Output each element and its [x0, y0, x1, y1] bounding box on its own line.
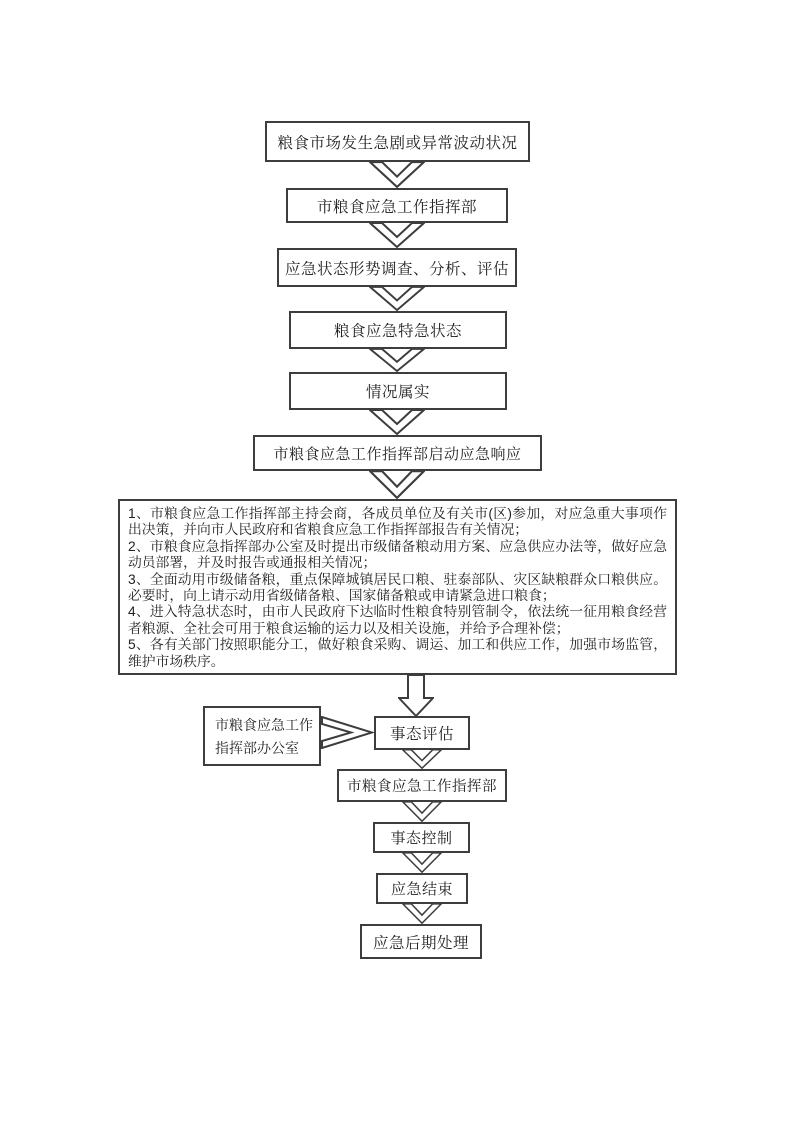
down-chevron-arrow-icon [369, 286, 425, 311]
flow-node-office [203, 706, 321, 766]
flow-node-assessment: 应急状态形势调查、分析、评估 [277, 248, 517, 287]
measure-item-2: 2、市粮食应急指挥部办公室及时提出市级储备粮动用方案、应急供应办法等，做好应急动员部署，并及时报告或通报相关情况； [128, 538, 667, 571]
flow-node-post-processing: 应急后期处理 [360, 924, 482, 959]
measure-item-1: 1、市粮食应急工作指挥部主持会商，各成员单位及有关市(区)参加，对应急重大事项作出决策，并向市人民政府和省粮食应急工作指挥部报告有关情况； [128, 506, 667, 538]
office-label-line1: 市粮食应急工作 [215, 717, 313, 733]
down-chevron-arrow-icon [402, 903, 442, 924]
office-label-line2: 指挥部办公室 [215, 740, 299, 756]
down-chevron-arrow-icon [402, 852, 442, 873]
flow-node-confirmed: 情况属实 [289, 372, 507, 410]
measure-item-3: 3、全面动用市级储备粮，重点保障城镇居民口粮、驻泰部队、灾区缺粮群众口粮供应。必要时，向上请示动用省级储备粮、国家储备粮或申请紧急进口粮食； [128, 571, 667, 604]
response-measures-box [118, 499, 677, 675]
measure-item-4: 4、进入特急状态时，由市人民政府下达临时性粮食特别管制令，依法统一征用粮食经营者粮源、全社会可用于粮食运输的运力以及相关设施，并给予合理补偿； [128, 604, 667, 636]
flow-node-control: 事态控制 [373, 822, 470, 853]
down-chevron-arrow-icon [402, 749, 442, 769]
flow-node-command-2: 市粮食应急工作指挥部 [337, 769, 507, 802]
down-chevron-arrow-icon [369, 222, 425, 248]
flow-node-activate-response: 市粮食应急工作指挥部启动应急响应 [253, 435, 542, 471]
flow-node-critical-state: 粮食应急特急状态 [289, 311, 507, 349]
down-chevron-arrow-icon [369, 161, 425, 188]
flow-node-end: 应急结束 [376, 873, 468, 904]
down-block-arrow-icon [398, 675, 434, 717]
down-chevron-arrow-icon [369, 470, 425, 499]
down-chevron-arrow-icon [402, 801, 442, 822]
right-chevron-arrow-icon [321, 716, 374, 749]
flow-node-evaluation: 事态评估 [374, 716, 470, 750]
down-chevron-arrow-icon [369, 409, 425, 435]
flow-node-command: 市粮食应急工作指挥部 [286, 188, 508, 223]
measure-item-5: 5、各有关部门按照职能分工，做好粮食采购、调运、加工和供应工作，加强市场监管，维护市场秩序。 [128, 637, 667, 669]
flow-node-trigger: 粮食市场发生急剧或异常波动状况 [265, 121, 530, 162]
down-chevron-arrow-icon [369, 348, 425, 372]
